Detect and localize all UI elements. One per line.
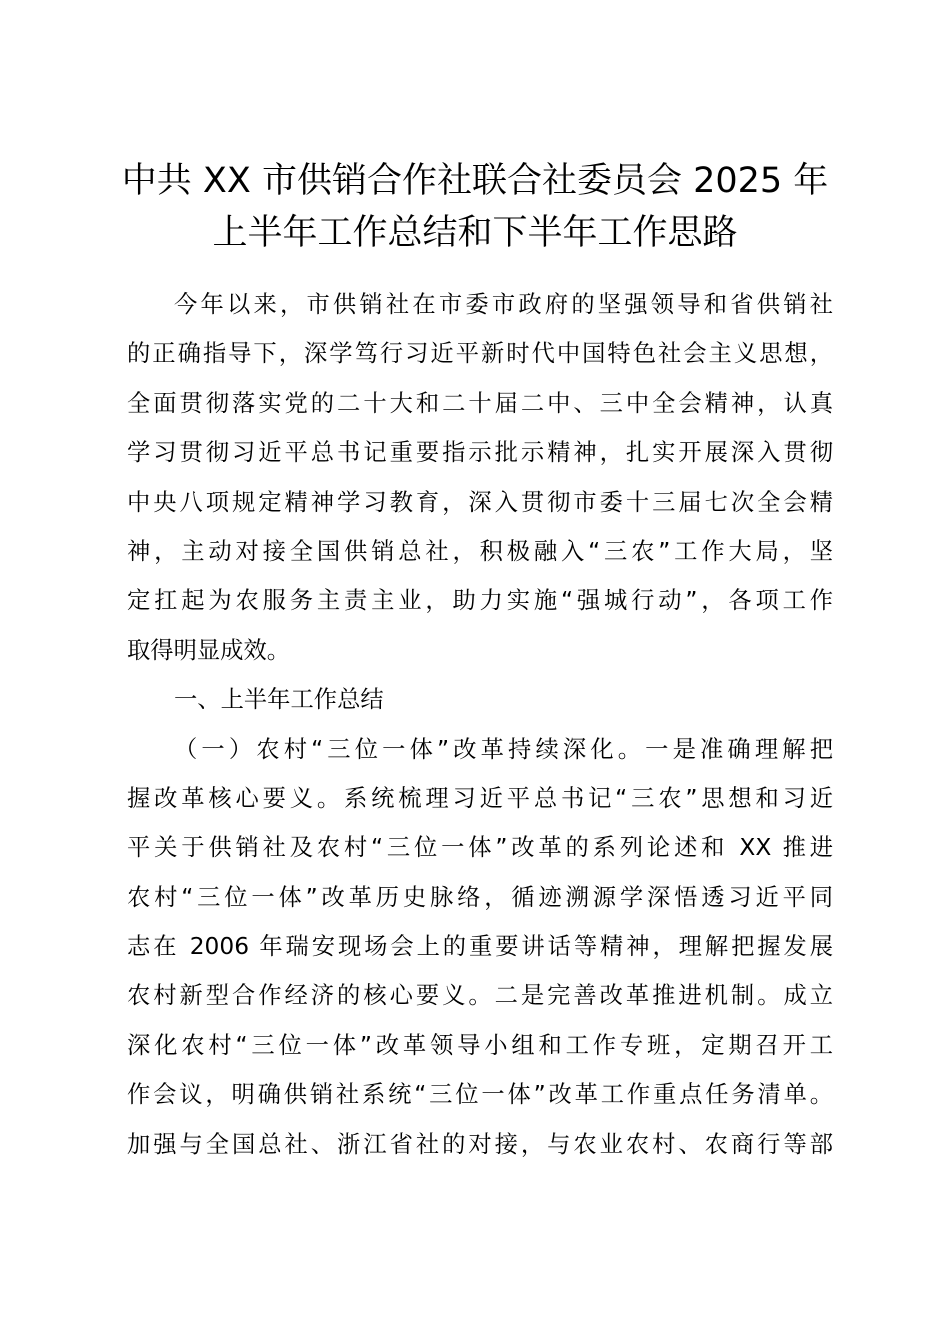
- text-line: 定扛起为农服务主责主业，助力实施“强城行动”，各项工作: [127, 587, 833, 615]
- text-line: 今年以来，市供销社在市委市政府的坚强领导和省供销社: [174, 291, 833, 318]
- section-heading-text: 一、上半年工作总结: [174, 686, 384, 714]
- text-line: 农村新型合作经济的核心要义。二是完善改革推进机制。成立: [127, 982, 833, 1010]
- paragraph-reform: [127, 725, 833, 1170]
- text-line: 作会议，明确供销社系统“三位一体”改革工作重点任务清单。: [127, 1081, 833, 1109]
- text-line: 中央八项规定精神学习教育，深入贯彻市委十三届七次全会精: [127, 488, 833, 516]
- text-line: 神，主动对接全国供销总社，积极融入“三农”工作大局，坚: [127, 537, 833, 565]
- text-line: 加强与全国总社、浙江省社的对接，与农业农村、农商行等部: [127, 1130, 833, 1158]
- text-line: 志在 2006 年瑞安现场会上的重要讲话等精神，理解把握发展: [127, 933, 833, 961]
- text-line: 学习贯彻习近平总书记重要指示批示精神，扎实开展深入贯彻: [127, 439, 833, 467]
- text-line: 深化农村“三位一体”改革领导小组和工作专班，定期召开工: [127, 1031, 833, 1059]
- text-line: 取得明显成效。: [127, 636, 291, 664]
- text-line: 握改革核心要义。系统梳理习近平总书记“三农”思想和习近: [127, 784, 833, 812]
- document-body: [127, 280, 833, 1169]
- text-line: 农村“三位一体”改革历史脉络，循迹溯源学深悟透习近平同: [127, 883, 833, 911]
- section-heading: [127, 675, 833, 724]
- text-line: 平关于供销社及农村“三位一体”改革的系列论述和 XX 推进: [127, 834, 833, 862]
- document-title: [0, 155, 950, 259]
- text-line: 全面贯彻落实党的二十大和二十届二中、三中全会精神，认真: [127, 389, 833, 417]
- paragraph-intro: [127, 280, 833, 675]
- title-line-1: 中共 XX 市供销合作社联合社委员会 2025 年: [121, 161, 829, 201]
- text-line: （一）农村“三位一体”改革持续深化。一是准确理解把: [174, 735, 833, 763]
- title-line-2: 上半年工作总结和下半年工作思路: [212, 213, 738, 253]
- text-line: 的正确指导下，深学笃行习近平新时代中国特色社会主义思想，: [127, 340, 833, 368]
